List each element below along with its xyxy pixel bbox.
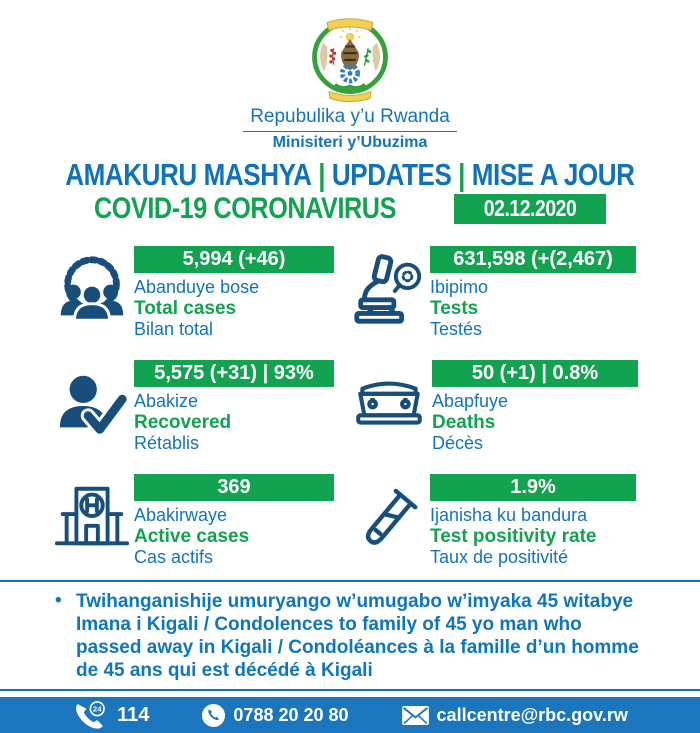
condolence-text: Twihanganishije umuryango w’umugabo w’imyaka 45 witabye Imana i Kigali / Condolences to family of 45 yo man who passed away in Kigali / Condoléances à la famille d’un homme de 45 ans qui est décédé à Kigali [76,591,639,681]
report-date-badge: 02.12.2020 [454,194,607,224]
stat-label-fr: Bilan total [134,319,214,339]
test-tube-icon [348,474,428,568]
logo-divider [243,131,457,132]
stat-label-rw: Abapfuye [432,391,509,411]
condolence-notice [0,580,700,691]
people-virus-icon [52,246,132,340]
email-address: callcentre@rbc.gov.rw [436,704,628,725]
email-icon [401,705,430,726]
phone-24-icon [72,700,110,731]
hotline-number: 114 [117,703,150,726]
stat-value: 50 (+1) | 0.8% [432,360,638,387]
title-segment-en: UPDATES [332,157,452,192]
subtitle-row [94,193,606,224]
stat-label-en: Recovered [134,412,232,433]
microscope-icon [348,246,428,340]
title-segment-fr: MISE A JOUR [471,157,635,192]
stat-label-fr: Rétablis [134,433,200,453]
header-logo-block [0,0,700,152]
email-contact[interactable] [401,705,628,726]
bullet-marker: • [55,590,62,611]
stat-label-en: Test positivity rate [430,526,597,547]
badge-24: 24 [93,704,102,714]
stat-value: 369 [134,474,334,501]
stat-value: 1.9% [430,474,636,501]
hospital-icon [52,474,132,568]
ministry-name: Minisiteri y’Ubuzima [272,134,428,151]
title-separator: | [318,157,326,192]
rwanda-coat-of-arms-icon [302,12,398,104]
stat-value: 5,994 (+46) [134,246,334,273]
stat-value: 5,575 (+31) | 93% [134,360,334,387]
stat-label-fr: Testés [430,319,483,339]
stat-label-rw: Abanduye bose [134,277,260,297]
stat-label-fr: Taux de positivité [430,547,569,567]
hotline-contact[interactable] [72,700,149,731]
stat-label-en: Tests [430,298,479,319]
title-separator: | [458,157,466,192]
person-check-icon [52,360,132,454]
stat-label-rw: Abakize [134,391,199,411]
stat-value: 631,598 (+(2,467) [430,246,636,273]
main-title [0,159,700,191]
whatsapp-number: 0788 20 20 80 [233,704,349,725]
stat-label-en: Total cases [134,298,237,319]
stat-label-fr: Cas actifs [134,547,214,567]
whatsapp-contact[interactable] [201,703,348,728]
stat-test-positivity [348,474,648,568]
stat-tests [348,246,648,340]
stat-recovered [52,360,348,454]
contact-footer [0,697,700,733]
stat-label-en: Active cases [134,526,250,547]
title-segment-rw: AMAKURU MASHYA [65,157,312,192]
stat-total-cases [52,246,348,340]
stat-label-rw: Ibipimo [430,277,489,297]
stat-active-cases [52,474,348,568]
stat-deaths [348,360,648,454]
coffin-icon [348,360,430,454]
covid-title: COVID-19 CORONAVIRUS [94,192,396,225]
stat-label-rw: Ijanisha ku bandura [430,505,588,525]
stat-label-en: Deaths [432,412,496,433]
stat-label-fr: Décès [432,433,484,453]
country-name: Repubulika y’u Rwanda [250,106,450,127]
whatsapp-icon [201,703,226,728]
stats-grid [52,246,700,568]
stat-label-rw: Abakirwaye [134,505,228,525]
